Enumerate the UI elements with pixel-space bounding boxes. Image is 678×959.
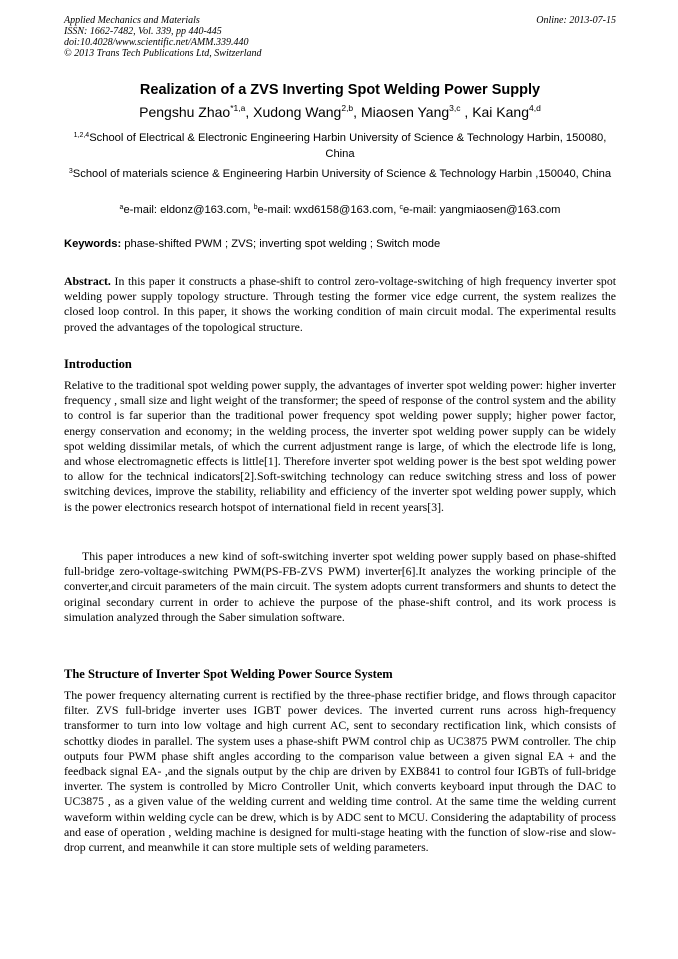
author-name: Pengshu Zhao — [139, 104, 231, 120]
affiliation-sup: 1,2,4 — [73, 132, 90, 139]
structure-paragraph-1: The power frequency alternating current is rectified by the three-phase rectifier bridge, and flows through capacitor filter. ZVS full-bridge inverter uses IGBT power devices. The inverted current runs across high-frequency transformer to turn into low voltage and high current AC, sent to secondary rectification link, which consists of schottky diodes in parallel. The system uses a phase-shift PWM control chip as UC3875 PWM controller. The chip outputs four PWM phase shift angles according to the comparison value between a given signal EA + and the feedback signal EA- ,and the signals output by the chip are driven by EXB841 to control four IGBTs of full-bridge inverter. The system is controlled by Micro Controller Unit, which converts keyboard input through the DAC to UC3875 , as a given value of the welding current and welding time control. At the same time the welding current waveform within welding cycle can be drew, which is by ADC sent to MCU. Considering the adaptability of process and ease of operation , welding machine is designed for multi-stage heating with the function of slow-rise and slow-drop current, and meanwhile it can store multiple sets of welding parameters. — [64, 688, 616, 855]
author-name: Miaosen Yang — [360, 104, 450, 120]
author-affil-sup: 2,b — [341, 103, 354, 113]
abstract-text: In this paper it constructs a phase-shift to control zero-voltage-switching of high frequency inverter spot welding power supply topology structure. Through testing the former vice edge current, the system realizes the closed loop control. In this paper, it shows the working condition of main circuit modal. The experimental results proved the advantages of the topological structure. — [64, 274, 616, 334]
online-date: Online: 2013-07-15 — [536, 15, 616, 26]
affiliation-text: School of Electrical & Electronic Engineering Harbin University of Science & Technology Harbin, 150080, China — [89, 132, 607, 160]
copyright-line: © 2013 Trans Tech Publications Ltd, Switzerland — [64, 48, 262, 59]
issn-line: ISSN: 1662-7482, Vol. 339, pp 440-445 — [64, 26, 222, 37]
email-line — [64, 202, 616, 218]
email-text: e-mail: yangmiaosen@163.com — [402, 204, 561, 216]
author-affil-sup: *1,a — [230, 103, 246, 113]
journal-name: Applied Mechanics and Materials — [64, 15, 200, 26]
author-name: Kai Kang — [472, 104, 530, 120]
author-list — [64, 103, 616, 121]
author-name: Xudong Wang — [253, 104, 342, 120]
author-affil-sup: 3,c — [449, 103, 461, 113]
affiliation-2 — [64, 166, 616, 182]
paper-title: Realization of a ZVS Inverting Spot Welding Power Supply — [139, 82, 541, 98]
affiliation-1 — [64, 130, 616, 162]
keywords-text: phase-shifted PWM ; ZVS; inverting spot welding ; Switch mode — [121, 238, 441, 250]
affiliation-text: School of materials science & Engineering Harbin University of Science & Technology Harbin ,150040, China — [72, 168, 612, 180]
section-heading-structure: The Structure of Inverter Spot Welding Power Source System — [64, 667, 393, 681]
introduction-paragraph-2: This paper introduces a new kind of soft-switching inverter spot welding power supply based on phase-shifted full-bridge zero-voltage-switching PWM(PS-FB-ZVS PWM) inverter[6].It analyzes the working principle of the converter,and circuit parameters of the main circuit. The system adopts current transformers and shunts to detect the original secondary current in order to achieve the purpose of the phase-shift control, and its work process is simulation analyzed through the Saber simulation software. — [64, 549, 616, 624]
journal-header — [64, 15, 616, 59]
author-affil-sup: 4,d — [529, 103, 541, 113]
section-heading-introduction: Introduction — [64, 357, 132, 371]
email-text: e-mail: eldonz@163.com, — [123, 204, 254, 216]
affiliation-sup: 3 — [68, 168, 73, 175]
keywords-label: Keywords: — [64, 238, 122, 250]
doi-line: doi:10.4028/www.scientific.net/AMM.339.440 — [64, 37, 249, 48]
email-text: e-mail: wxd6158@163.com, — [257, 204, 400, 216]
author-separator: , — [460, 104, 473, 120]
author-separator: , — [353, 104, 361, 120]
author-separator: , — [245, 104, 254, 120]
email-sup: b — [253, 204, 258, 211]
keywords — [64, 237, 624, 251]
abstract — [64, 274, 616, 335]
email-sup: a — [119, 204, 124, 211]
introduction-paragraph-1: Relative to the traditional spot welding power supply, the advantages of inverter spot welding power: higher inverter frequency , small size and light weight of the transformer; the speed of response of the control system and the ability to control is far superior than the traditional power frequency spot welding power supply; higher power factor, energy conservation and economy; in the welding process, the inverter spot welding power supply can be widely spot welding dissimilar metals, of which the current adjustment range is large, of which the electrode life is long, and whose electromagnetic effects is little[1]. Therefore inverter spot welding power is the best spot welding power to allow for the technical indicators[2].Soft-switching technology can reduce switching stress and loss of power switching devices, improve the stability, reliability and efficiency of the inverter spot welding power supply, which is the power electronics research hotspot of international field in recent years[3]. — [64, 378, 616, 514]
abstract-label: Abstract. — [64, 274, 111, 288]
email-sup: c — [399, 204, 403, 211]
